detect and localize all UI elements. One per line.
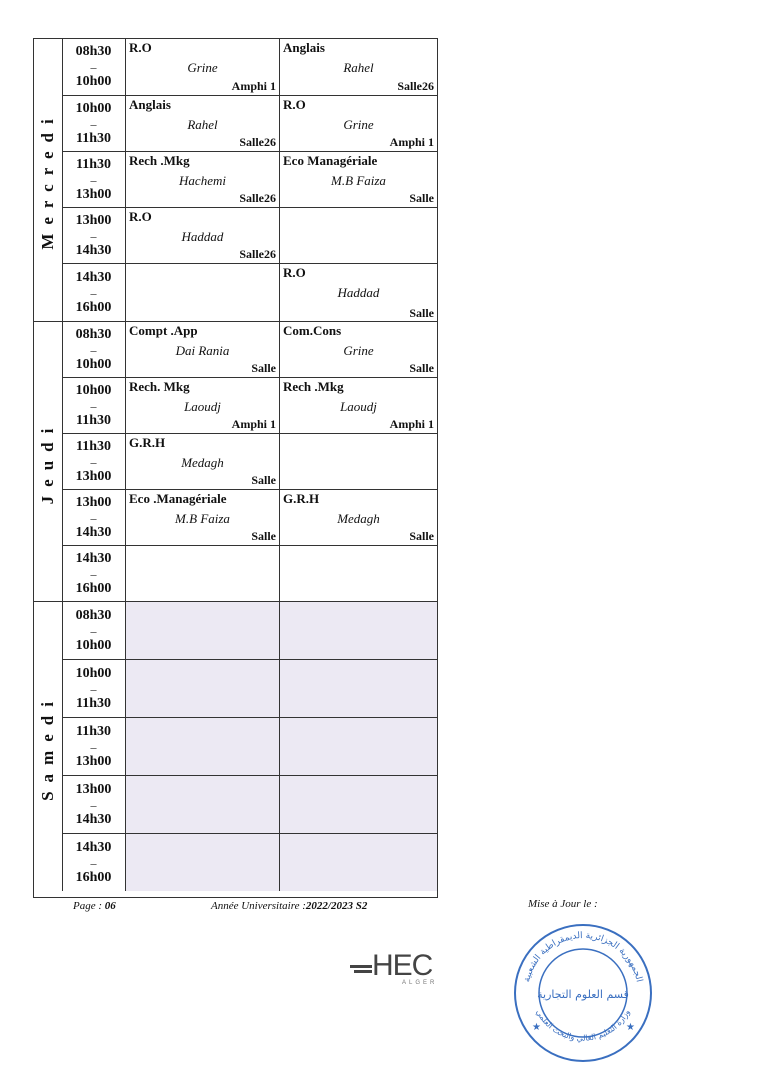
course-slot bbox=[126, 152, 280, 207]
svg-text:الجمهورية الجزائرية الديمقراطي: الجمهورية الجزائرية الديمقراطية الشعبية bbox=[522, 931, 644, 984]
start-time: 13h00 bbox=[75, 494, 112, 510]
time-cell bbox=[62, 490, 126, 545]
time-row bbox=[62, 378, 437, 434]
course-slot bbox=[126, 96, 280, 151]
time-separator: – bbox=[90, 510, 97, 525]
course-name: Eco .Managériale bbox=[129, 491, 227, 506]
time-cell bbox=[62, 660, 126, 717]
time-cell bbox=[62, 834, 126, 891]
room-name: Salle26 bbox=[239, 247, 276, 261]
end-time: 16h00 bbox=[75, 300, 112, 315]
end-time: 11h30 bbox=[75, 695, 111, 711]
course-slot bbox=[280, 378, 437, 433]
svg-text:قسم العلوم التجارية: قسم العلوم التجارية bbox=[537, 988, 629, 1001]
time-separator: – bbox=[90, 623, 97, 638]
room-name: Salle bbox=[251, 529, 276, 543]
course-slot bbox=[126, 378, 280, 433]
course-slot bbox=[126, 322, 280, 377]
start-time: 08h30 bbox=[75, 326, 112, 342]
course-name: Rech .Mkg bbox=[283, 379, 344, 394]
time-cell bbox=[62, 208, 126, 263]
start-time: 08h30 bbox=[75, 607, 112, 623]
course-slot bbox=[126, 264, 280, 322]
room-name: Salle bbox=[251, 361, 276, 375]
time-row bbox=[62, 264, 437, 322]
course-name: Anglais bbox=[283, 40, 325, 55]
course-slot bbox=[126, 602, 280, 659]
course-name: R.O bbox=[129, 209, 152, 224]
official-stamp bbox=[508, 918, 658, 1068]
course-name: R.O bbox=[283, 97, 306, 112]
course-name: G.R.H bbox=[129, 435, 166, 450]
teacher-name: Medagh bbox=[181, 455, 224, 470]
start-time: 10h00 bbox=[75, 665, 112, 681]
academic-year: Année Universitaire :2022/2023 S2 bbox=[211, 900, 368, 912]
course-name: Anglais bbox=[129, 97, 171, 112]
day-label bbox=[34, 602, 63, 891]
time-separator: – bbox=[90, 454, 97, 469]
time-row bbox=[62, 546, 437, 602]
page-number: Page : 06 bbox=[73, 900, 116, 912]
room-name: Salle bbox=[409, 529, 434, 543]
course-slot bbox=[280, 322, 437, 377]
time-row bbox=[62, 208, 437, 264]
time-separator: – bbox=[90, 60, 97, 74]
time-row bbox=[62, 322, 437, 378]
room-name: Salle26 bbox=[397, 79, 434, 93]
end-time: 16h00 bbox=[75, 869, 112, 885]
room-name: Salle bbox=[409, 361, 434, 375]
svg-text:وزارة التعليم العالي والبحث ال: وزارة التعليم العالي والبحث العلمي bbox=[534, 1008, 632, 1043]
end-time: 10h00 bbox=[75, 74, 112, 89]
course-name: R.O bbox=[283, 265, 306, 280]
room-name: Salle bbox=[251, 473, 276, 487]
room-name: Salle26 bbox=[239, 135, 276, 149]
time-cell bbox=[62, 434, 126, 489]
time-cell bbox=[62, 96, 126, 151]
time-row bbox=[62, 96, 437, 152]
time-separator: – bbox=[90, 739, 97, 754]
teacher-name: Dai Rania bbox=[175, 343, 230, 358]
course-slot bbox=[280, 264, 437, 322]
end-time: 10h00 bbox=[75, 637, 112, 653]
end-time: 10h00 bbox=[75, 356, 112, 372]
start-time: 14h30 bbox=[75, 551, 112, 566]
time-row bbox=[62, 834, 437, 891]
course-slot bbox=[280, 718, 437, 775]
teacher-name: Hachemi bbox=[179, 173, 226, 188]
time-separator: – bbox=[90, 855, 97, 870]
end-time: 14h30 bbox=[75, 242, 112, 258]
course-slot bbox=[280, 96, 437, 151]
teacher-name: Laoudj bbox=[184, 399, 221, 414]
end-time: 14h30 bbox=[75, 524, 112, 540]
end-time: 14h30 bbox=[75, 811, 112, 827]
time-row bbox=[62, 660, 437, 718]
course-slot bbox=[280, 660, 437, 717]
course-slot bbox=[280, 546, 437, 602]
svg-text:HEC: HEC bbox=[372, 949, 433, 982]
time-cell bbox=[62, 322, 126, 377]
day-block bbox=[34, 322, 437, 602]
end-time: 11h30 bbox=[75, 130, 111, 146]
svg-text:★: ★ bbox=[626, 1022, 635, 1033]
teacher-name: M.B Faiza bbox=[175, 511, 230, 526]
course-slot bbox=[126, 718, 280, 775]
start-time: 11h30 bbox=[75, 438, 111, 454]
teacher-name: Rahel bbox=[187, 117, 218, 132]
update-date-label: Mise à Jour le : bbox=[528, 898, 598, 910]
course-slot bbox=[280, 834, 437, 891]
day-block bbox=[34, 602, 437, 891]
hec-logo bbox=[350, 945, 450, 985]
course-slot bbox=[126, 776, 280, 833]
end-time: 13h00 bbox=[75, 753, 112, 769]
start-time: 11h30 bbox=[75, 156, 111, 172]
time-separator: – bbox=[90, 567, 97, 581]
time-cell bbox=[62, 378, 126, 433]
course-slot bbox=[126, 660, 280, 717]
time-separator: – bbox=[90, 398, 97, 413]
course-name: G.R.H bbox=[283, 491, 320, 506]
course-name: Eco Managériale bbox=[283, 153, 378, 168]
end-time: 13h00 bbox=[75, 468, 112, 484]
teacher-name: Grine bbox=[187, 60, 218, 75]
day-block bbox=[34, 39, 437, 322]
start-time: 13h00 bbox=[75, 781, 112, 797]
course-slot bbox=[126, 434, 280, 489]
room-name: Salle26 bbox=[239, 191, 276, 205]
room-name: Salle bbox=[409, 306, 434, 320]
start-time: 10h00 bbox=[75, 382, 112, 398]
time-separator: – bbox=[90, 286, 97, 300]
time-cell bbox=[62, 39, 126, 95]
time-separator: – bbox=[90, 342, 97, 357]
start-time: 11h30 bbox=[75, 723, 111, 739]
course-slot bbox=[280, 776, 437, 833]
day-name: Samedi bbox=[38, 692, 57, 801]
course-slot bbox=[126, 39, 280, 95]
course-name: R.O bbox=[129, 40, 152, 55]
room-name: Amphi 1 bbox=[231, 417, 276, 431]
day-name: Mercredi bbox=[38, 110, 57, 250]
start-time: 10h00 bbox=[75, 100, 112, 116]
room-name: Amphi 1 bbox=[389, 417, 434, 431]
timetable bbox=[33, 38, 438, 898]
day-name: Jeudi bbox=[38, 419, 57, 504]
teacher-name: Rahel bbox=[343, 60, 374, 75]
teacher-name: Medagh bbox=[337, 511, 380, 526]
time-row bbox=[62, 776, 437, 834]
course-name: Compt .App bbox=[129, 323, 198, 338]
time-cell bbox=[62, 546, 126, 602]
time-separator: – bbox=[90, 228, 97, 243]
end-time: 11h30 bbox=[75, 412, 111, 428]
time-separator: – bbox=[90, 172, 97, 187]
time-row bbox=[62, 718, 437, 776]
course-slot bbox=[126, 490, 280, 545]
end-time: 13h00 bbox=[75, 186, 112, 202]
course-slot bbox=[280, 434, 437, 489]
time-row bbox=[62, 434, 437, 490]
time-cell bbox=[62, 264, 126, 322]
time-row bbox=[62, 490, 437, 546]
start-time: 13h00 bbox=[75, 212, 112, 228]
time-cell bbox=[62, 152, 126, 207]
course-slot bbox=[280, 490, 437, 545]
time-row bbox=[62, 39, 437, 96]
teacher-name: Grine bbox=[343, 343, 374, 358]
teacher-name: M.B Faiza bbox=[331, 173, 386, 188]
time-separator: – bbox=[90, 116, 97, 131]
time-cell bbox=[62, 718, 126, 775]
teacher-name: Haddad bbox=[181, 229, 224, 244]
start-time: 14h30 bbox=[75, 270, 112, 285]
course-name: Rech .Mkg bbox=[129, 153, 190, 168]
course-slot bbox=[280, 208, 437, 263]
time-row bbox=[62, 152, 437, 208]
teacher-name: Haddad bbox=[337, 285, 380, 300]
start-time: 14h30 bbox=[75, 839, 112, 855]
course-slot bbox=[126, 208, 280, 263]
time-separator: – bbox=[90, 681, 97, 696]
course-name: Com.Cons bbox=[283, 323, 342, 338]
day-label bbox=[34, 39, 63, 321]
time-separator: – bbox=[90, 797, 97, 812]
time-cell bbox=[62, 602, 126, 659]
teacher-name: Grine bbox=[343, 117, 374, 132]
course-name: Rech. Mkg bbox=[129, 379, 190, 394]
room-name: Salle bbox=[409, 191, 434, 205]
course-slot bbox=[126, 546, 280, 602]
course-slot bbox=[126, 834, 280, 891]
course-slot bbox=[280, 602, 437, 659]
svg-text:ALGER: ALGER bbox=[402, 980, 438, 985]
end-time: 16h00 bbox=[75, 581, 112, 596]
teacher-name: Laoudj bbox=[340, 399, 377, 414]
svg-text:★: ★ bbox=[532, 1022, 541, 1033]
start-time: 08h30 bbox=[75, 44, 112, 59]
room-name: Amphi 1 bbox=[231, 79, 276, 93]
time-row bbox=[62, 602, 437, 660]
day-label bbox=[34, 322, 63, 601]
room-name: Amphi 1 bbox=[389, 135, 434, 149]
time-cell bbox=[62, 776, 126, 833]
course-slot bbox=[280, 39, 437, 95]
course-slot bbox=[280, 152, 437, 207]
